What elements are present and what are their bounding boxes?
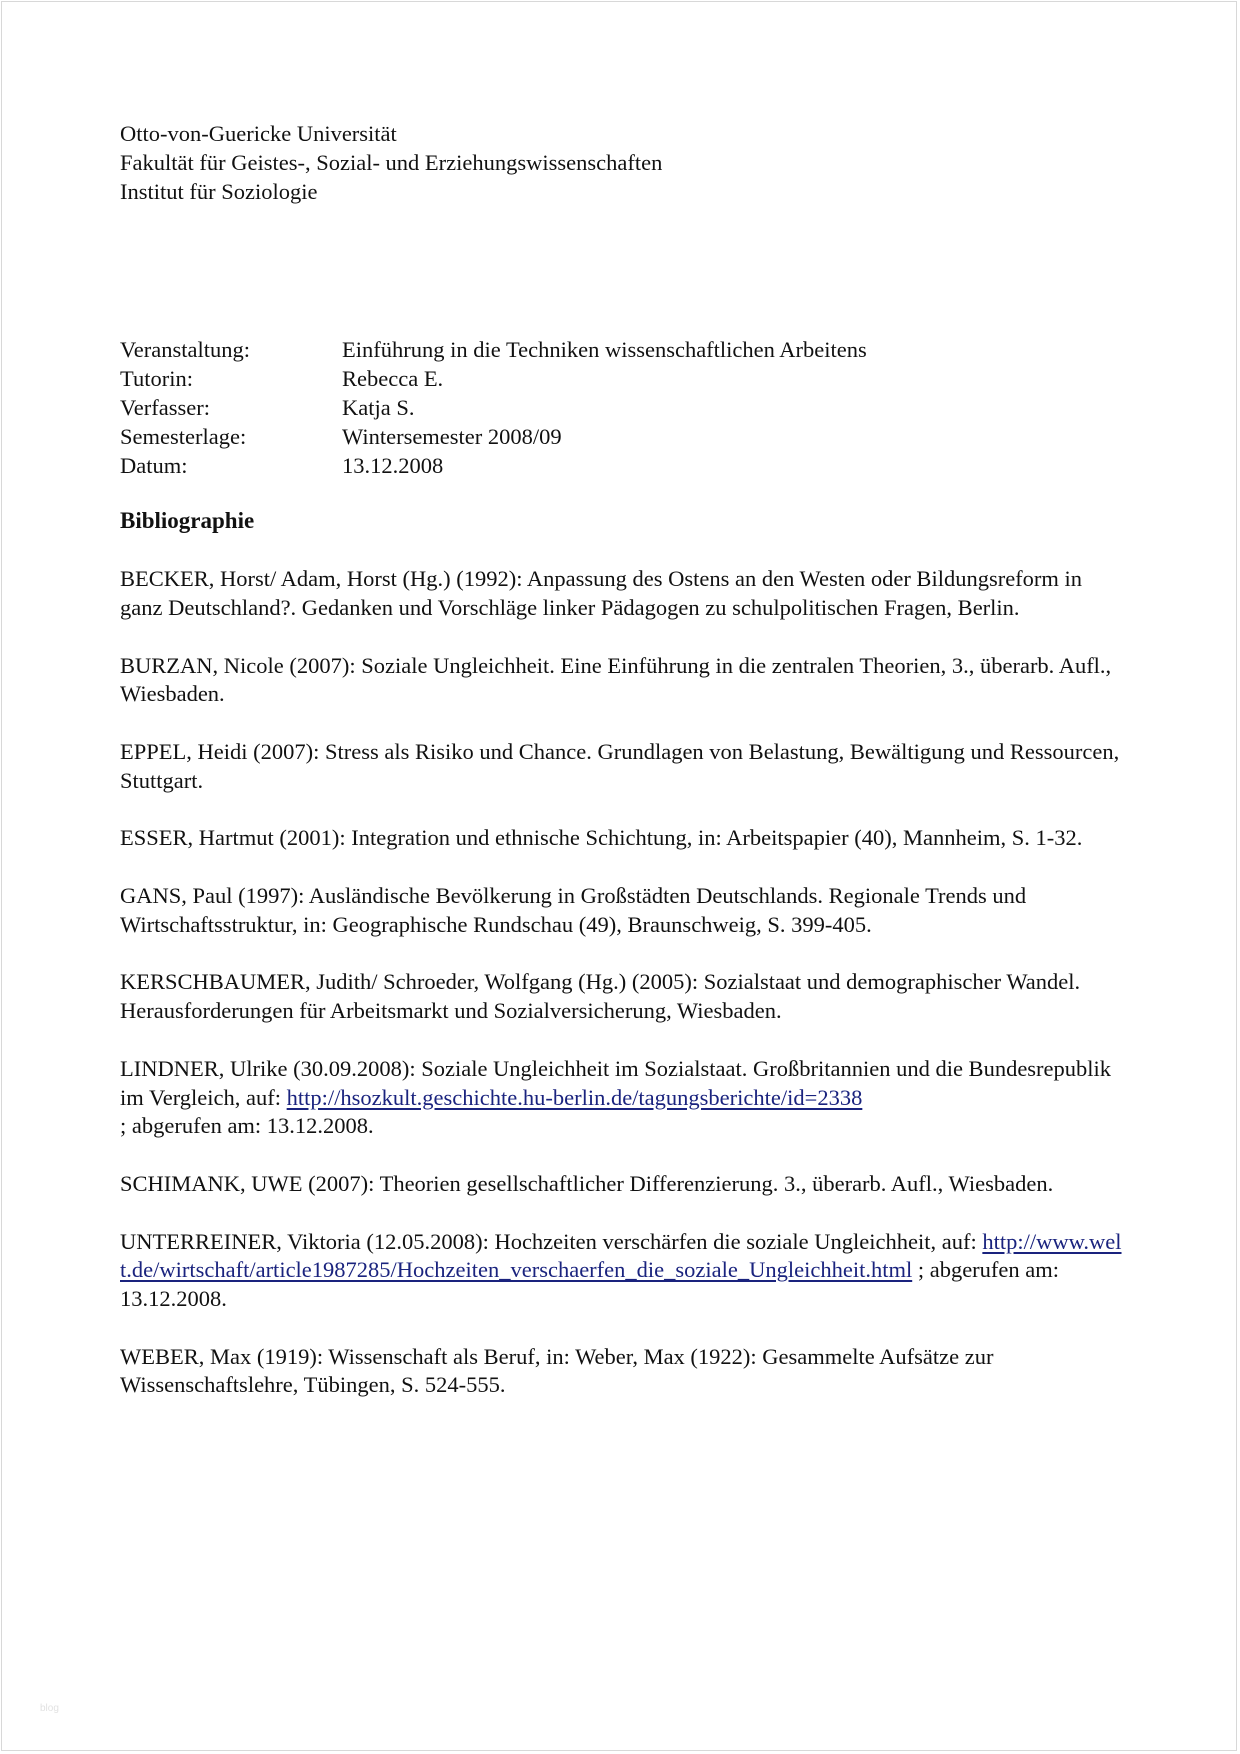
entry-text: BECKER, Horst/ Adam, Horst (Hg.) (1992): Anpassung des Ostens an den Westen oder Bildungsreform in ganz Deutschland?. Gedanken und Vorschläge linker Pädagogen zu schulpolitischen Fragen, Berlin. — [120, 566, 1083, 620]
entry-text-before-link: UNTERREINER, Viktoria (12.05.2008): Hochzeiten verschärfen die soziale Ungleichheit, auf: — [120, 1228, 983, 1254]
info-value: 13.12.2008 — [342, 452, 444, 478]
bibliography-entry — [120, 1170, 1130, 1199]
document-page — [1, 1, 1237, 1751]
bibliography-entry — [120, 652, 1130, 710]
bibliography-entry — [120, 1055, 1130, 1141]
entry-text — [120, 1228, 1130, 1314]
bibliography-entry — [120, 738, 1130, 796]
info-value: Katja S. — [342, 394, 415, 420]
info-label: Veranstaltung: — [120, 337, 250, 363]
entry-url-link[interactable]: http://www.welt.de/wirtschaft/article1987285/Hochzeiten_verschaerfen_die_soziale_Ungleichheit.html — [120, 1228, 1122, 1283]
info-row-veranstaltung — [120, 336, 1130, 365]
info-value: Einführung in die Techniken wissenschaftlichen Arbeitens — [342, 337, 867, 363]
entry-text: GANS, Paul (1997): Ausländische Bevölkerung in Großstädten Deutschlands. Regionale Trends und Wirtschaftsstruktur, in: Geographische Rundschau (49), Braunschweig, S. 399-405. — [120, 882, 1027, 937]
info-label: Semesterlage: — [120, 423, 247, 449]
document-content — [120, 120, 1130, 1429]
entry-access-date: ; abgerufen am: 13.12.2008. — [120, 1113, 374, 1139]
entry-text: BURZAN, Nicole (2007): Soziale Ungleichheit. Eine Einführung in die zentralen Theorien, 3., überarb. Aufl., Wiesbaden. — [120, 652, 1112, 707]
institute-name: Institut für Soziologie — [120, 178, 318, 204]
info-row-datum — [120, 452, 1130, 481]
entry-url-link[interactable]: http://hsozkult.geschichte.hu-berlin.de/tagungsberichte/id=2338 — [286, 1084, 863, 1110]
bibliography-heading: Bibliographie — [120, 508, 255, 534]
info-label: Tutorin: — [120, 366, 193, 392]
entry-text: EPPEL, Heidi (2007): Stress als Risiko und Chance. Grundlagen von Belastung, Bewältigung und Ressourcen, Stuttgart. — [120, 738, 1120, 793]
info-label: Verfasser: — [120, 394, 210, 420]
bibliography-entry — [120, 882, 1130, 940]
watermark-text: blog — [40, 1703, 59, 1714]
bibliography-list — [120, 565, 1130, 1400]
info-row-tutorin — [120, 365, 1130, 394]
entry-text: WEBER, Max (1919): Wissenschaft als Beruf, in: Weber, Max (1922): Gesammelte Aufsätze zur Wissenschaftslehre, Tübingen, S. 524-555. — [120, 1343, 994, 1398]
entry-access-date: ; abgerufen am: 13.12.2008. — [120, 1257, 1060, 1312]
entry-text: SCHIMANK, UWE (2007): Theorien gesellschaftlicher Differenzierung. 3., überarb. Aufl., Wiesbaden. — [120, 1170, 1054, 1196]
institution-header — [120, 120, 1130, 206]
entry-text-before-link: LINDNER, Ulrike (30.09.2008): Soziale Ungleichheit im Sozialstaat. Großbritannien und die Bundesrepublik im Vergleich, auf: — [120, 1055, 1112, 1110]
bibliography-entry — [120, 968, 1130, 1026]
info-row-verfasser — [120, 394, 1130, 423]
entry-text: ESSER, Hartmut (2001): Integration und ethnische Schichtung, in: Arbeitspapier (40), Mannheim, S. 1-32. — [120, 825, 1083, 851]
faculty-name: Fakultät für Geistes-, Sozial- und Erziehungswissenschaften — [120, 149, 663, 175]
entry-text — [120, 1055, 1130, 1141]
bibliography-entry — [120, 1228, 1130, 1314]
info-value: Rebecca E. — [342, 366, 444, 392]
bibliography-entry — [120, 824, 1130, 853]
entry-text: KERSCHBAUMER, Judith/ Schroeder, Wolfgang (Hg.) (2005): Sozialstaat und demographischer Wandel. Herausforderungen für Arbeitsmarkt und Sozialversicherung, Wiesbaden. — [120, 969, 1081, 1024]
info-row-semesterlage — [120, 423, 1130, 452]
info-label: Datum: — [120, 452, 188, 478]
info-value: Wintersemester 2008/09 — [342, 423, 562, 449]
university-name: Otto-von-Guericke Universität — [120, 121, 397, 146]
course-info — [120, 336, 1130, 480]
bibliography-entry — [120, 1343, 1130, 1401]
bibliography-entry — [120, 565, 1130, 623]
